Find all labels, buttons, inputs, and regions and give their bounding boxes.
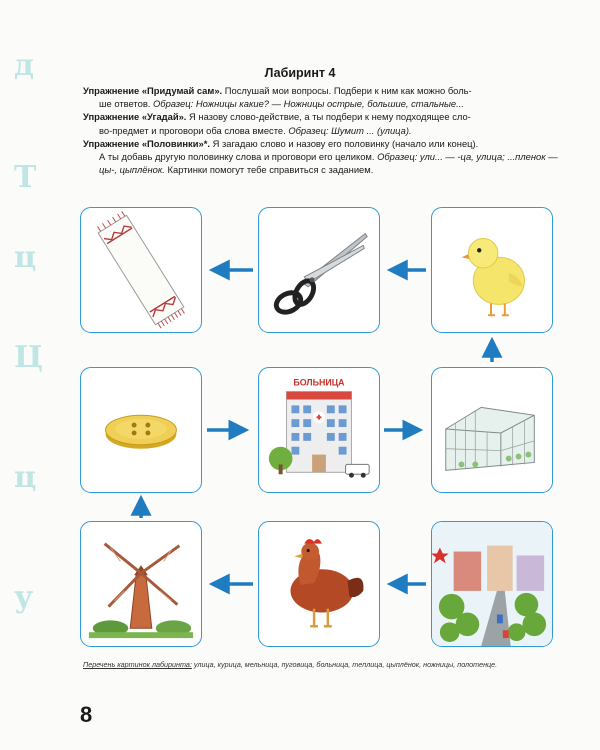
card-greenhouse[interactable] [431,367,553,493]
card-hen[interactable] [258,521,380,647]
hospital-sign: БОЛЬНИЦА [293,377,345,388]
hen-icon [259,522,379,646]
page-number: 8 [80,702,93,727]
chick-icon [432,208,552,332]
card-windmill[interactable] [80,521,202,647]
greenhouse-icon [432,368,552,492]
picture-list: Перечень картинок лабиринта: улица, курица, мельница, пуговица, больница, теплица, цыплёнок, ножницы, полотенце. [83,660,498,669]
hospital-icon [259,368,379,492]
windmill-icon [81,522,201,646]
card-button[interactable] [80,367,202,493]
page-title: Лабиринт 4 [264,66,336,80]
exercise-2: Упражнение «Угадай». Я назову слово-действие, а ты подбери к нему подходящее сло- во-предмет и проговори оба слова вместе. Образец: Шумит ... (улица). [83,111,471,136]
towel-icon [81,208,201,332]
street-icon [432,522,552,646]
card-street[interactable] [431,521,553,647]
card-towel[interactable] [80,207,202,333]
exercise-3: Упражнение «Половинки»*. Я загадаю слово и назову его половинку (начало или конец). А ты добавь другую половинку слова и проговори его целиком. Образец: ули... — -ца, улица; ...пленок — цы-, цыплёнок. Картинки помогут тебе справиться с заданием. [83,137,558,176]
margin-decoration: д Т ц Ц ц у [14,48,43,615]
button-icon [81,368,201,492]
card-scissors[interactable] [258,207,380,333]
card-chick[interactable] [431,207,553,333]
instructions [83,84,563,176]
card-hospital[interactable] [258,367,380,493]
exercise-1: Упражнение «Придумай сам». Послушай мои вопросы. Подбери к ним как можно боль- ше ответов. Образец: Ножницы какие? — Ножницы острые, большие, стальные... [83,85,472,110]
scissors-icon [259,208,379,332]
